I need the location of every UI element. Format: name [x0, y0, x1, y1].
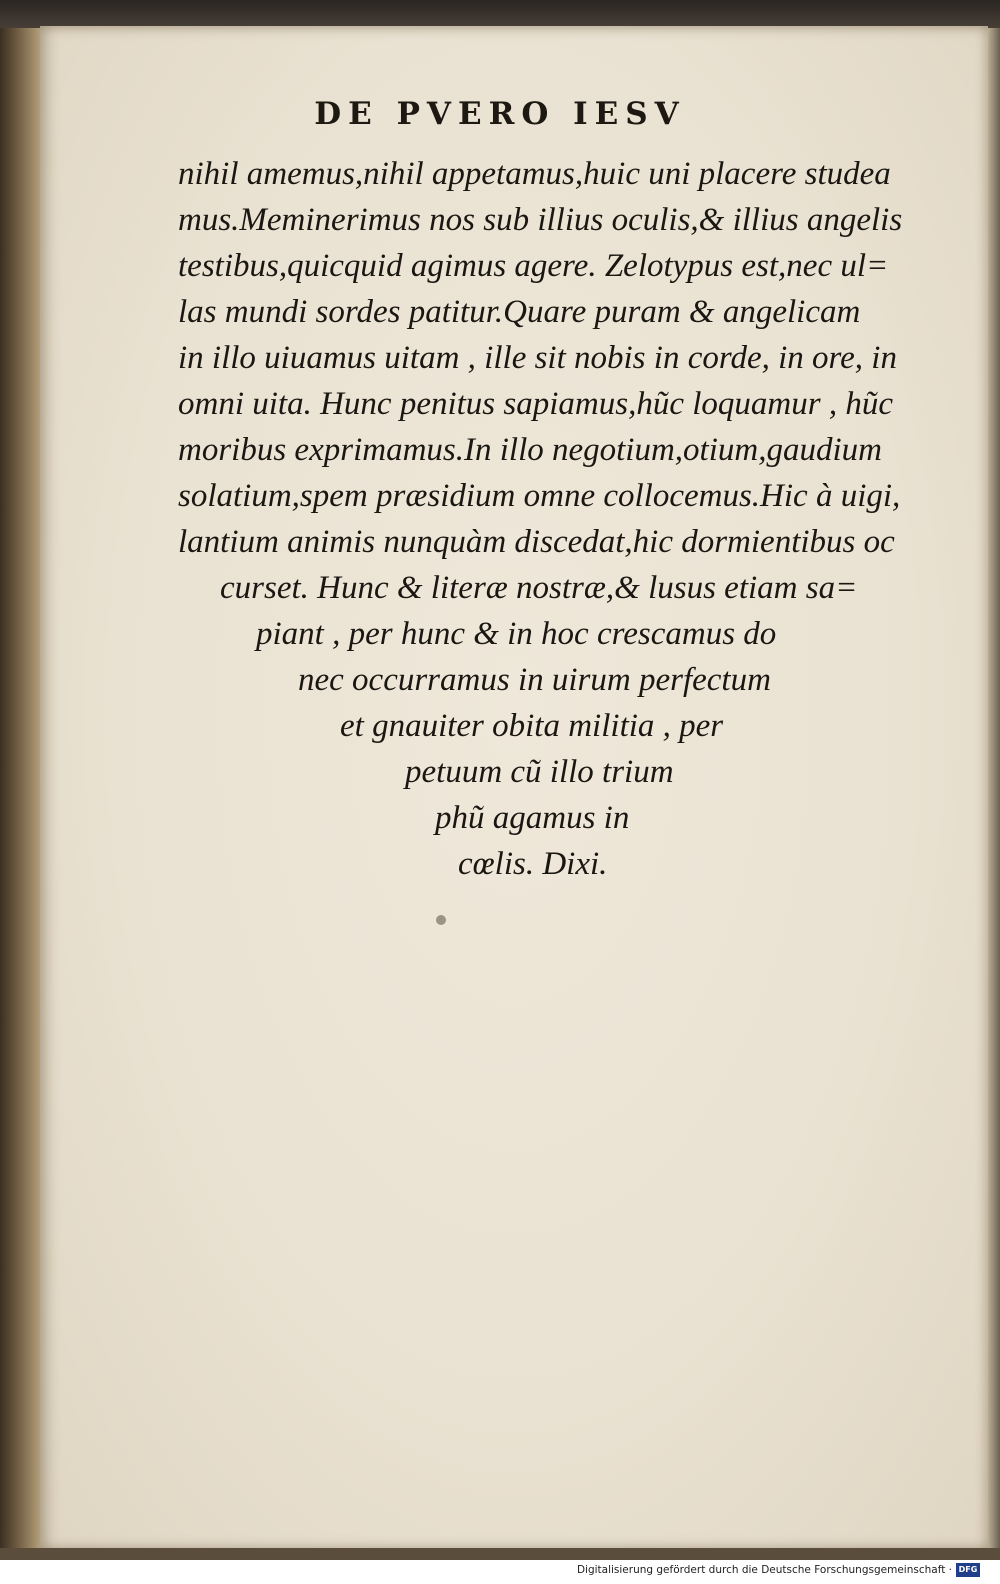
text-line: et gnauiter obita militia , per	[340, 708, 724, 744]
text-line: las mundi sordes patitur.Quare puram & angelicam	[178, 294, 861, 330]
text-line: omni uita. Hunc penitus sapiamus,hũc loquamur , hũc	[178, 386, 893, 422]
text-line: piant , per hunc & in hoc crescamus do	[256, 616, 777, 652]
text-line: in illo uiuamus uitam , ille sit nobis in corde, in ore, in	[178, 340, 897, 376]
text-line: cœlis. Dixi.	[458, 846, 608, 882]
text-line: solatium,spem præsidium omne collocemus.Hic à uigi,	[178, 478, 901, 514]
ink-spot	[436, 915, 446, 925]
text-line: nec occurramus in uirum perfectum	[298, 662, 771, 698]
scan-right-border	[988, 28, 1000, 1558]
text-line: nihil amemus,nihil appetamus,huic uni placere studea	[178, 156, 891, 192]
text-line: testibus,quicquid agimus agere. Zelotypus est,nec ul=	[178, 248, 889, 284]
text-line: lantium animis nunquàm discedat,hic dormientibus oc	[178, 524, 895, 560]
running-head: DE PVERO IESV	[314, 96, 686, 132]
dfg-logo: DFG	[956, 1563, 980, 1577]
text-line: phũ agamus in	[435, 800, 630, 836]
digitization-credit: Digitalisierung gefördert durch die Deutsche Forschungsgemeinschaft ·	[576, 1564, 952, 1576]
scan-bottom-border	[0, 1548, 1000, 1560]
text-line: petuum cũ illo trium	[405, 754, 674, 790]
text-line: mus.Meminerimus nos sub illius oculis,& illius angelis	[178, 202, 903, 238]
text-line: moribus exprimamus.In illo negotium,otium,gaudium	[178, 432, 882, 468]
text-line: curset. Hunc & literæ nostræ,& lusus etiam sa=	[220, 570, 858, 606]
